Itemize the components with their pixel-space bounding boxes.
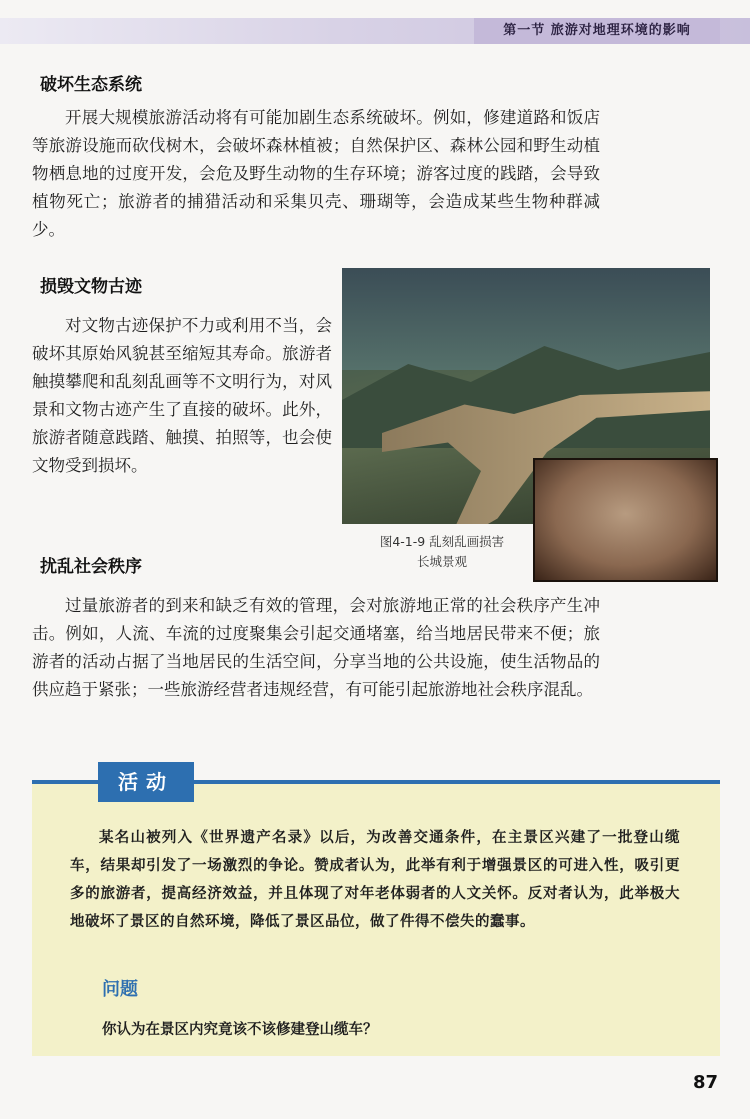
paragraph-relics: 对文物古迹保护不力或利用不当，会破坏其原始风貌甚至缩短其寿命。旅游者触摸攀爬和乱刻乱画等不文明行为，对风景和文物古迹产生了直接的破坏。此外，旅游者随意践踏、触摸、拍照等，也会使文物受到损坏。 xyxy=(32,316,332,475)
question-label: 问题 xyxy=(102,979,138,1000)
figure-caption xyxy=(352,532,532,572)
paragraph-social-order: 过量旅游者的到来和缺乏有效的管理，会对旅游地正常的社会秩序产生冲击。例如，人流、车流的过度聚集会引起交通堵塞，给当地居民带来不便；旅游者的活动占据了当地居民的生活空间，分享当地的公共设施，使生活物品的供应趋于紧张；一些旅游经营者违规经营，有可能引起旅游地社会秩序混乱。 xyxy=(32,596,600,699)
graffiti-inset-photo xyxy=(533,458,718,582)
activity-label: 活动 xyxy=(98,762,194,802)
section-title: 第一节 旅游对地理环境的影响 xyxy=(474,18,720,44)
figure-caption-line2: 长城景观 xyxy=(416,554,467,569)
heading-relics: 损毁文物古迹 xyxy=(40,277,142,297)
question-text: 你认为在景区内究竟该不该修建登山缆车？ xyxy=(102,1021,378,1038)
paragraph-ecosystem: 开展大规模旅游活动将有可能加剧生态系统破坏。例如，修建道路和饭店等旅游设施而砍伐树木，会破坏森林植被；自然保护区、森林公园和野生动植物栖息地的过度开发，会危及野生动物的生存环境；游客过度的践踏，会导致植物死亡；旅游者的捕猎活动和采集贝壳、珊瑚等，会造成某些生物种群减少。 xyxy=(32,108,600,239)
heading-social-order: 扰乱社会秩序 xyxy=(40,557,142,577)
figure-caption-line1: 图4-1-9 乱刻乱画损害 xyxy=(379,534,505,549)
page-number: 87 xyxy=(692,1072,718,1093)
activity-text: 某名山被列入《世界遗产名录》以后，为改善交通条件，在主景区兴建了一批登山缆车，结果却引发了一场激烈的争论。赞成者认为，此举有利于增强景区的可进入性，吸引更多的旅游者，提高经济效益，并且体现了对年老体弱者的人文关怀。反对者认为，此举极大地破坏了景区的自然环境，降低了景区品位，做了件得不偿失的蠢事。 xyxy=(70,829,680,930)
heading-ecosystem: 破坏生态系统 xyxy=(40,75,142,95)
